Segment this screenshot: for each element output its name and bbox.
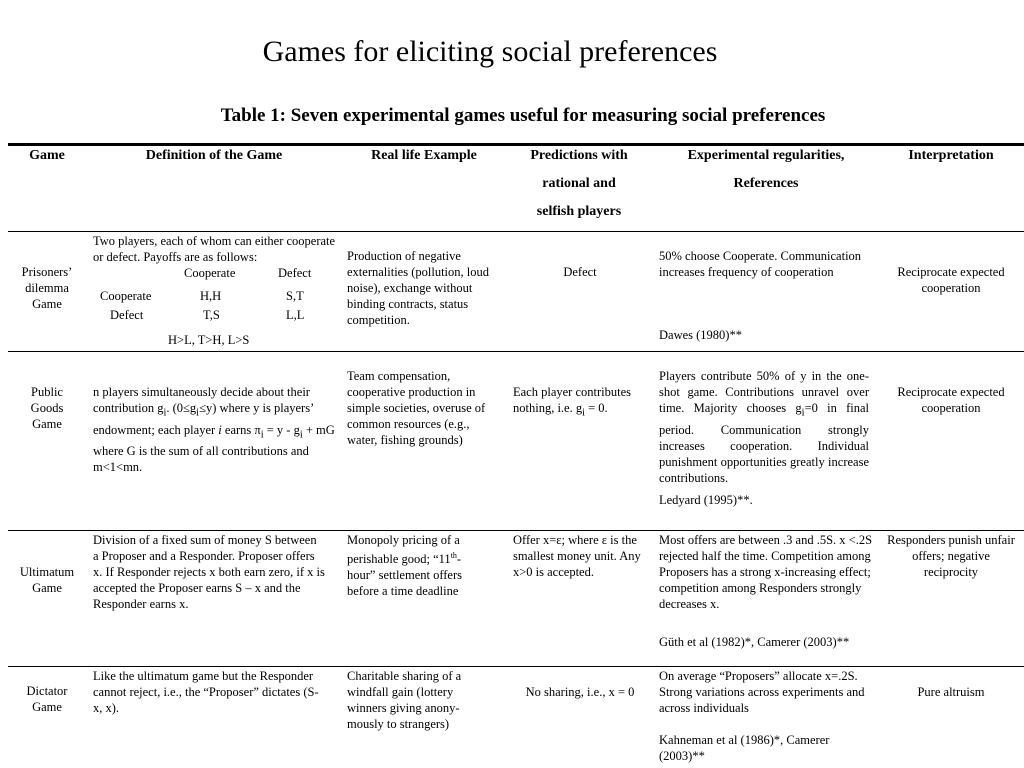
row2-interpretation: Reciprocate expected cooperation <box>897 385 1005 415</box>
table-title: Table 1: Seven experimental games useful for measuring social preferences <box>220 105 826 126</box>
row1-rule <box>8 351 1024 352</box>
row2-references: Ledyard (1995)**. <box>659 493 753 507</box>
payoff-row-defect: Defect <box>110 308 144 322</box>
header-definition: Definition of the Game <box>145 148 283 163</box>
row2-game-line2: Goods <box>30 401 64 415</box>
row1-prediction: Defect <box>563 265 597 279</box>
row4-game <box>10 683 84 715</box>
payoff-matrix <box>93 265 341 349</box>
payoff-cc: H,H <box>200 289 222 303</box>
payoff-row-cooperate: Cooperate <box>100 289 152 303</box>
row3-definition: Division of a fixed sum of money S between a Proposer and a Responder. Proposer offers x. If Responder rejects x both earn zero, if x is accepted the Proposer earns S – x and the Responder earns x. <box>93 533 325 611</box>
row4-definition: Like the ultimatum game but the Responder cannot reject, i.e., the “Proposer” dictates (S-x, x). <box>93 669 319 715</box>
header-predictions-line2: rational and <box>542 176 616 191</box>
row3-example: Monopoly pricing of a perishable good; “11th-hour” settlement offers before a time deadline <box>347 533 463 599</box>
header-example: Real life Example <box>371 148 477 163</box>
row3-regularities: Most offers are between .3 and .5S. x <.2S rejected half the time. Competition among Proposers has a strong x-increasing effect; competition among Responders strongly decreases x. <box>659 533 873 611</box>
row4-regularities: On average “Proposers” allocate x=.2S. Strong variations across experiments and across individuals <box>659 669 865 715</box>
payoff-dc: T,S <box>203 308 220 322</box>
header-regularities <box>656 142 876 198</box>
row1-game <box>10 264 84 312</box>
slide-title: Games for eliciting social preferences <box>262 35 718 68</box>
payoff-condition: H>L, T>H, L>S <box>168 333 250 347</box>
header-predictions-line1: Predictions with <box>530 148 628 163</box>
row2-example: Team compensation, cooperative production in simple societies, overuse of common resources (e.g., water, fishing grounds) <box>347 369 486 447</box>
row3-game <box>10 564 84 596</box>
row4-game-line2: Game <box>32 700 62 714</box>
payoff-col-defect: Defect <box>278 266 312 280</box>
row1-game-line3: Game <box>32 297 62 311</box>
payoff-col-cooperate: Cooperate <box>184 266 236 280</box>
header-game: Game <box>29 148 65 163</box>
header-regularities-line2: References <box>733 176 799 191</box>
row2-prediction: Each player contributes nothing, i.e. $g_i = 0$. <box>513 385 632 419</box>
row3-game-line1: Ultimatum <box>19 565 75 579</box>
row2-rule <box>8 530 1024 531</box>
header-predictions <box>506 142 652 226</box>
row3-rule <box>8 666 1024 667</box>
row1-regularities: 50% choose Cooperate. Communication increases frequency of cooperation <box>659 249 862 279</box>
row1-interpretation: Reciprocate expected cooperation <box>897 265 1005 295</box>
row1-game-line1: Prisoners’ <box>21 265 73 279</box>
header-interpretation: Interpretation <box>908 148 994 163</box>
row1-references: Dawes (1980)** <box>659 328 742 342</box>
header-rule <box>8 231 1024 232</box>
row2-game-line3: Game <box>32 417 62 431</box>
row3-interpretation: Responders punish unfair offers; negative reciprocity <box>887 533 1015 579</box>
row1-game-line2: dilemma <box>25 281 69 295</box>
row2-definition: n players simultaneously decide about their contribution $g_i$. $(0\le g_i\le y)$ where y is players’ endowment; each player i earns $\pi_i = y - g_i$ + mG where G is the sum of all contributions and m<1<mn. <box>93 385 335 474</box>
row2-game-line1: Public <box>31 385 63 399</box>
row4-references: Kahneman et al (1986)*, Camerer (2003)** <box>659 733 830 763</box>
row4-interpretation: Pure altruism <box>917 685 985 699</box>
row3-game-line2: Game <box>32 581 62 595</box>
header-regularities-line1: Experimental regularities, <box>687 148 845 163</box>
payoff-dd: L,L <box>286 308 305 322</box>
header-predictions-line3: selfish players <box>536 204 622 219</box>
row3-prediction: Offer x=ε; where ε is the smallest money unit. Any x>0 is accepted. <box>513 533 641 579</box>
row2-regularities: Players contribute 50% of y in the one-shot game. Contributions unravel over time. Majority chooses $g_i=0$ in final period. Communication strongly increases cooperation. Individual punishment opportunities greatly increase contributions. <box>659 369 869 485</box>
row4-prediction: No sharing, i.e., x = 0 <box>525 685 635 699</box>
row4-game-line1: Dictator <box>26 684 68 698</box>
row1-definition: Two players, each of whom can either cooperate or defect. Payoffs are as follows: <box>93 234 336 264</box>
payoff-cd: S,T <box>286 289 304 303</box>
row2-game <box>10 384 84 432</box>
row4-example: Charitable sharing of a windfall gain (lottery winners giving anony-mously to strangers) <box>347 669 462 731</box>
row3-references: Güth et al (1982)*, Camerer (2003)** <box>659 635 850 649</box>
row1-example: Production of negative externalities (pollution, loud noise), exchange without binding contracts, status competition. <box>347 249 489 327</box>
